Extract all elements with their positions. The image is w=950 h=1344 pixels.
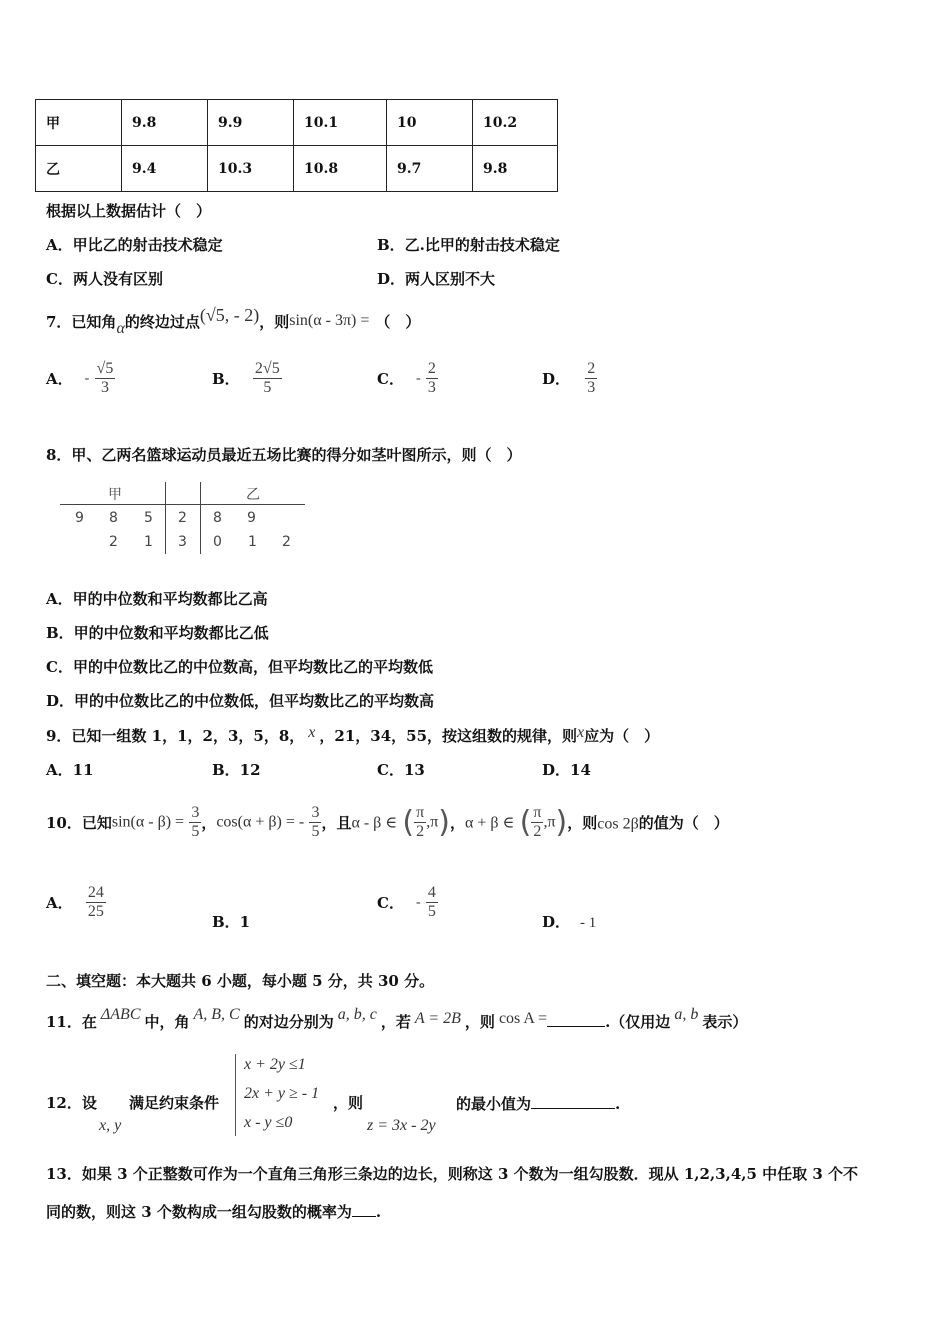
answer-blank — [531, 1092, 615, 1109]
q12-constraint: x + 2y ≤1 — [244, 1056, 306, 1073]
q9-option-b: B．12 — [212, 761, 261, 779]
numerator: 4 — [427, 884, 436, 901]
fraction — [95, 360, 116, 397]
q10-then: ，则 — [567, 814, 598, 832]
q12-then: ，则 — [333, 1094, 364, 1112]
q7-expr: sin(α - 3π) = — [289, 312, 370, 329]
question-12-tail — [456, 1092, 620, 1114]
q10-option-c — [377, 884, 438, 921]
numerator: 2√5 — [254, 360, 280, 377]
option-label: A． — [46, 370, 73, 388]
q7-option-a — [46, 360, 115, 397]
q11-sides: a, b, c — [337, 1006, 377, 1023]
q11-condition: A = 2B — [414, 1010, 461, 1027]
q10-comma: ， — [450, 814, 466, 832]
table-cell: 10 — [387, 100, 473, 146]
option-label: B． — [212, 370, 240, 388]
leaf: 9 — [75, 510, 84, 526]
section-heading: 二、填空题：本大题共 6 小题，每小题 5 分，共 30 分。 — [46, 972, 435, 990]
q7-option-d — [542, 360, 597, 397]
numerator: 24 — [87, 884, 104, 901]
table-cell: 10.8 — [294, 146, 387, 192]
question-11 — [46, 1006, 747, 1032]
denominator: 5 — [191, 823, 200, 840]
question-9 — [46, 724, 659, 746]
leaf: 8 — [109, 510, 118, 526]
table-cell: 甲 — [36, 100, 122, 146]
q10-cos-expr: cos(α + β) = - — [216, 813, 305, 831]
q7-prefix: 7．已知角 — [46, 313, 117, 331]
leaf: 0 — [213, 534, 222, 550]
interval-close: ) — [555, 805, 568, 840]
numerator: π — [416, 804, 425, 821]
stem-plot-left-header: 甲 — [108, 487, 122, 503]
table-cell: 乙 — [36, 146, 122, 192]
leaf: 1 — [248, 534, 257, 550]
interval-tail: ,π — [543, 813, 556, 831]
q13-end: . — [375, 1203, 382, 1221]
q8-option-a: A．甲的中位数和平均数都比乙高 — [46, 590, 268, 608]
q10-diff-expr: α - β ∈ — [351, 814, 398, 832]
minus-sign: - — [415, 370, 421, 386]
fraction — [531, 804, 543, 841]
q11-end: 表示） — [702, 1013, 748, 1031]
q12-vars: x, y — [99, 1117, 122, 1134]
numerator: 3 — [311, 804, 320, 821]
q12-constraint: 2x + y ≥ - 1 — [244, 1085, 320, 1102]
stem-plot-right-header: 乙 — [246, 487, 260, 503]
denominator: 3 — [100, 379, 109, 396]
q6-stem: 根据以上数据估计（ ） — [46, 202, 212, 220]
q10-comma: ， — [201, 814, 217, 832]
leaf: 9 — [247, 510, 256, 526]
interval-close: ) — [438, 805, 450, 840]
fraction — [426, 884, 438, 921]
leaf: 1 — [144, 534, 153, 550]
q8-option-b: B．甲的中位数和平均数都比乙低 — [46, 624, 269, 642]
q7-then: ，则 — [259, 313, 290, 331]
q10-target: cos 2β — [597, 815, 639, 833]
q9-x1: x — [308, 724, 316, 741]
table-row — [36, 146, 558, 192]
q6-option-d: D．两人区别不大 — [377, 270, 496, 288]
question-10 — [46, 804, 729, 841]
q7-option-c — [377, 360, 438, 397]
question-7 — [46, 305, 420, 338]
q10-and: ，且 — [321, 814, 352, 832]
denominator: 3 — [427, 379, 436, 396]
denominator: 5 — [263, 379, 272, 396]
interval-tail: ,π — [426, 813, 439, 831]
table-row — [36, 100, 558, 146]
minus-sign: - — [84, 370, 90, 386]
q7-point: (√5, - 2) — [199, 305, 260, 325]
q12-constraint: x - y ≤0 — [244, 1114, 293, 1131]
q12-tail: 的最小值为 — [456, 1095, 532, 1113]
q6-option-c: C．两人没有区别 — [46, 270, 163, 288]
q9-x2: x — [577, 724, 585, 741]
leaf: 2 — [109, 534, 118, 550]
numerator: 2 — [427, 360, 436, 377]
q12-end: . — [615, 1095, 621, 1113]
numerator: 3 — [191, 804, 200, 821]
left-divider — [165, 482, 166, 554]
q11-mid4: ，则 — [464, 1013, 495, 1031]
q9-part3: 应为（ ） — [584, 727, 660, 745]
q11-mid2: 的对边分别为 — [243, 1013, 334, 1031]
option-label: A． — [46, 894, 73, 912]
q6-option-a: A．甲比乙的射击技术稳定 — [46, 236, 223, 254]
denominator: 5 — [311, 823, 320, 840]
option-label: C． — [377, 894, 404, 912]
q11-ab: a, b — [674, 1006, 699, 1023]
fraction — [86, 884, 106, 921]
q12-objective: z = 3x - 2y — [367, 1117, 436, 1134]
denominator: 5 — [427, 903, 436, 920]
q11-mid1: 中，角 — [144, 1013, 190, 1031]
q9-part1: 9．已知一组数 1，1，2，3，5，8， — [46, 727, 305, 745]
denominator: 25 — [87, 903, 104, 920]
leaf: 8 — [213, 510, 222, 526]
option-label: D． — [542, 370, 571, 388]
q12-mid1: 满足约束条件 — [129, 1094, 220, 1112]
q9-option-c: C．13 — [377, 761, 425, 779]
q9-option-a: A．11 — [46, 761, 94, 779]
table-cell: 10.2 — [473, 100, 558, 146]
q8-stem: 8．甲、乙两名篮球运动员最近五场比赛的得分如茎叶图所示，则（ ） — [46, 446, 522, 464]
q10-sin-expr: sin(α - β) = — [111, 813, 185, 831]
fraction — [426, 360, 438, 397]
q8-option-c: C．甲的中位数比乙的中位数高，但平均数比乙的平均数低 — [46, 658, 433, 676]
numerator: √5 — [96, 360, 114, 377]
denominator: 3 — [587, 379, 596, 396]
fraction — [309, 804, 321, 841]
leaf: 2 — [282, 534, 291, 550]
q9-part2: ，21，34，55，按这组数的规律，则 — [319, 727, 578, 745]
q7-alpha: α — [116, 320, 125, 337]
q10-option-d — [542, 911, 596, 932]
stem-value: 2 — [178, 510, 187, 526]
interval-open: ( — [402, 805, 415, 840]
table-cell: 10.1 — [294, 100, 387, 146]
q7-option-b — [212, 360, 282, 397]
q11-prefix: 11．在 — [46, 1013, 97, 1031]
q8-option-d: D．甲的中位数比乙的中位数低，但平均数比乙的平均数高 — [46, 692, 435, 710]
option-label: C． — [377, 370, 404, 388]
q13-line2: 同的数，则这 3 个数构成一组勾股数的概率为 — [46, 1203, 352, 1221]
q6-option-b: B．乙.比甲的射击技术稳定 — [377, 236, 560, 254]
fraction — [253, 360, 282, 397]
system-brace — [235, 1054, 244, 1136]
minus-sign: - — [415, 894, 421, 910]
fraction — [585, 360, 597, 397]
table-cell: 9.9 — [208, 100, 294, 146]
q7-paren: （ ） — [375, 313, 421, 331]
denominator: 2 — [533, 823, 542, 840]
leaf: 5 — [144, 510, 153, 526]
numerator: 2 — [587, 360, 596, 377]
q11-triangle: ΔABC — [100, 1006, 141, 1023]
table-cell: 9.4 — [122, 146, 208, 192]
answer-blank — [547, 1010, 605, 1027]
q11-tail: .（仅用边 — [605, 1013, 671, 1031]
q10-sum-expr: α + β ∈ — [465, 814, 515, 832]
option-label: D． — [542, 913, 571, 931]
q7-mid: 的终边过点 — [124, 313, 200, 331]
fraction — [189, 804, 201, 841]
fraction — [414, 804, 426, 841]
answer-blank — [352, 1200, 376, 1217]
q10-option-b: B．1 — [212, 913, 251, 931]
table-cell: 10.3 — [208, 146, 294, 192]
stem-leaf-plot — [60, 482, 305, 554]
table-cell: 9.8 — [122, 100, 208, 146]
stem-value: 3 — [178, 534, 187, 550]
q11-angles: A, B, C — [193, 1006, 240, 1023]
option-value: - 1 — [580, 915, 597, 931]
q11-expr: cos A = — [498, 1010, 548, 1027]
q10-prefix: 10．已知 — [46, 814, 112, 832]
q11-mid3: ，若 — [380, 1013, 411, 1031]
q10-suffix: 的值为（ ） — [638, 814, 729, 832]
table-cell: 9.7 — [387, 146, 473, 192]
right-divider — [200, 482, 201, 554]
denominator: 2 — [416, 823, 425, 840]
numerator: π — [533, 804, 542, 821]
score-table — [35, 99, 558, 192]
q13-line1: 13．如果 3 个正整数可作为一个直角三角形三条边的边长，则称这 3 个数为一组勾股数．现从 1,2,3,4,5 中任取 3 个不 — [46, 1165, 859, 1183]
q10-option-a — [46, 884, 106, 921]
interval-open: ( — [519, 805, 532, 840]
header-rule — [60, 504, 305, 505]
q12-prefix: 12．设 — [46, 1094, 97, 1112]
q9-option-d: D．14 — [542, 761, 591, 779]
question-13-line2 — [46, 1200, 381, 1222]
table-cell: 9.8 — [473, 146, 558, 192]
